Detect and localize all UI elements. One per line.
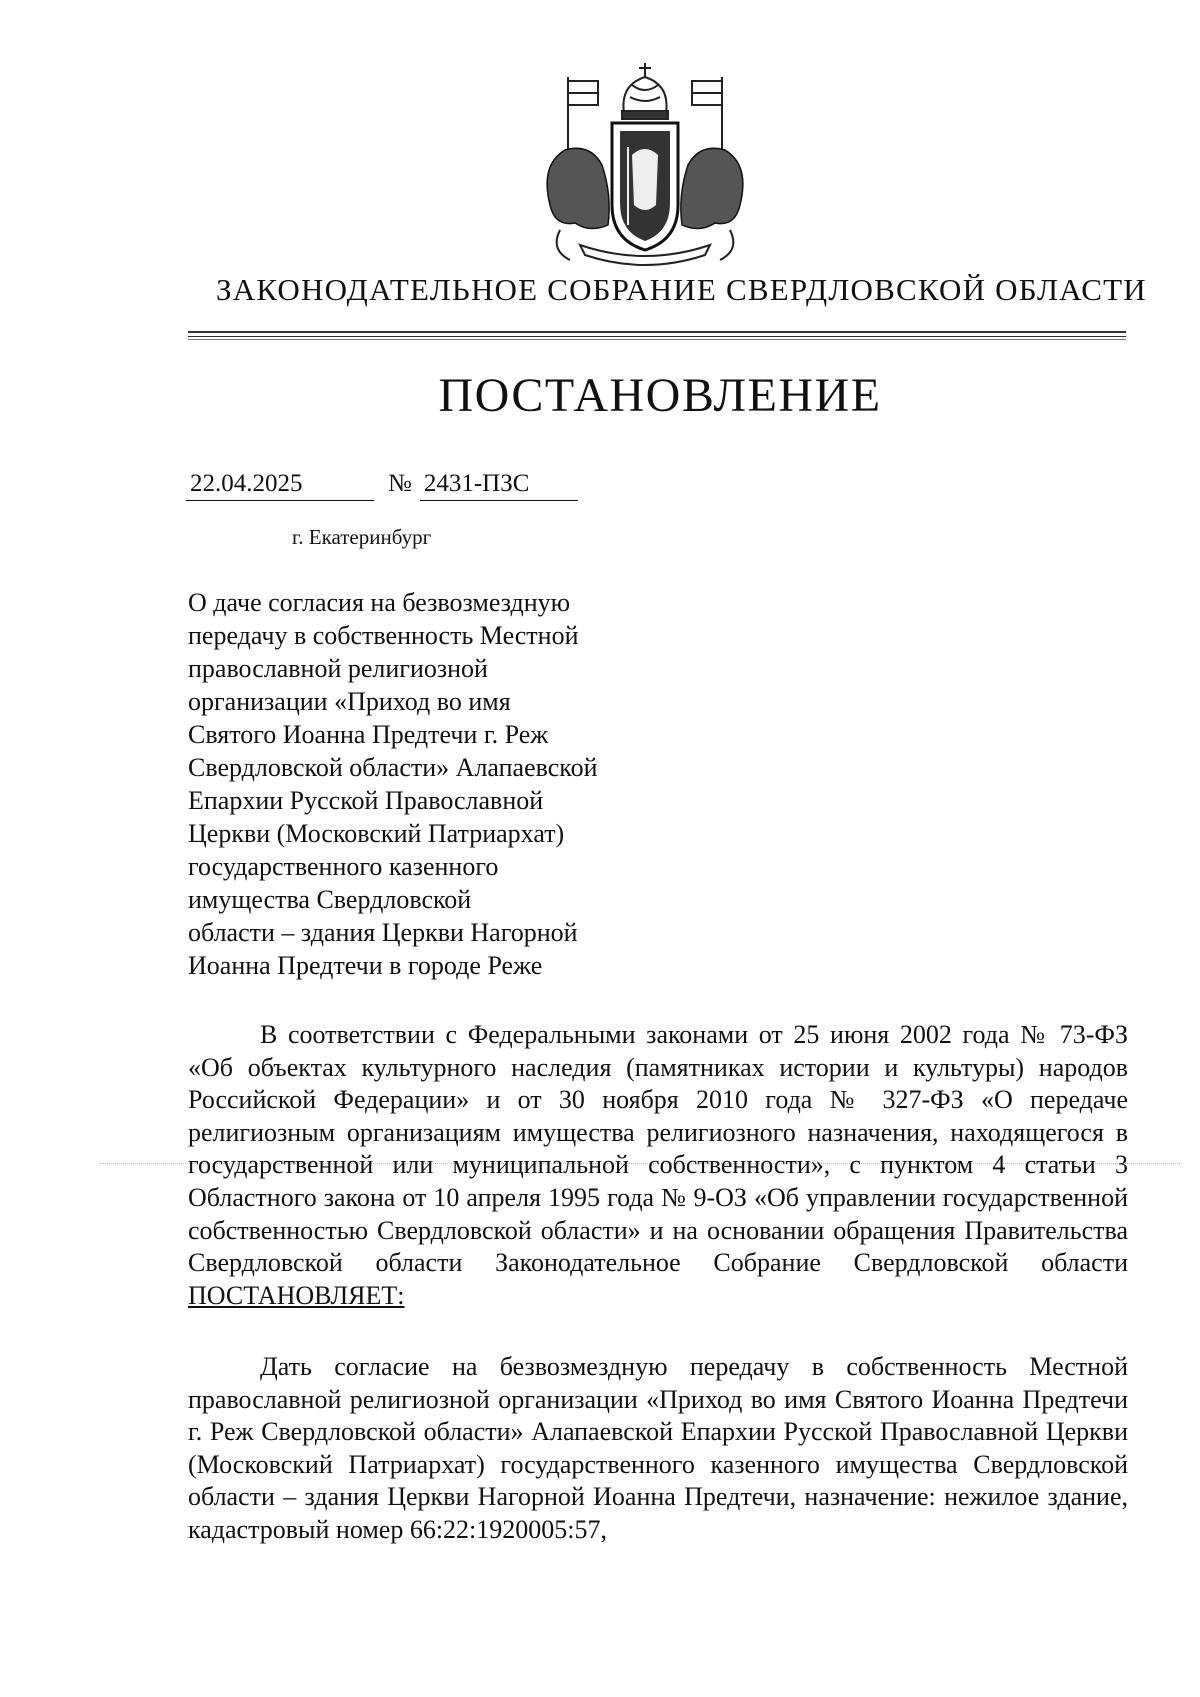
header-divider: [188, 339, 1126, 340]
document-type-title: ПОСТАНОВЛЕНИЕ: [438, 369, 882, 422]
resolution-paragraph: Дать согласие на безвозмездную передачу в собственность Местной православной религиозной организации «Приход во имя Святого Иоанна Предтечи г. Реж Свердловской области» Алапаевской Епархии Русской Православной Церкви (Московский Патриархат) государственного казенного имущества Свердловской области – здания Церкви Нагорной Иоанна Предтечи, назначение: нежилое здание, кадастровый номер 66:22:1920005:57,: [188, 1352, 1128, 1544]
subject-line: О даче согласия на безвозмездную: [188, 588, 571, 617]
number-label: №: [388, 470, 412, 497]
document-number: 2431-ПЗС: [420, 470, 578, 501]
subject-line: передачу в собственность Местной: [188, 621, 579, 650]
subject-line: области – здания Церкви Нагорной: [188, 918, 578, 947]
subject-line: Церкви (Московский Патриархат): [188, 819, 565, 848]
subject-line: православной религиозной: [188, 654, 488, 683]
subject-line: Святого Иоанна Предтечи г. Реж: [188, 720, 549, 749]
subject-line: Свердловской области» Алапаевской: [188, 753, 598, 782]
document-subject: [188, 586, 668, 982]
document-city: г. Екатеринбург: [292, 525, 432, 549]
organization-name: ЗАКОНОДАТЕЛЬНОЕ СОБРАНИЕ СВЕРДЛОВСКОЙ ОБЛАСТИ: [216, 272, 1147, 307]
document-date: 22.04.2025: [186, 470, 374, 501]
subject-line: Епархии Русской Православной: [188, 786, 544, 815]
preamble-text: В соответствии с Федеральными законами от 25 июня 2002 года № 73-ФЗ «Об объектах культурного наследия (памятниках истории и культуры) народов Российской Федерации» и от 30 ноября 2010 года № 327-ФЗ «О передаче религиозным организациям имущества религиозного назначения, находящегося в государственной или муниципальной собственности», с пунктом 4 статьи 3 Областного закона от 10 апреля 1995 года № 9-ОЗ «Об управлении государственной собственностью Свердловской области» и на основании обращения Правительства Свердловской области Законодательное Собрание Свердловской области: [188, 1020, 1128, 1278]
header-divider: [188, 331, 1126, 333]
header-divider: [188, 336, 1126, 337]
resolves-keyword: ПОСТАНОВЛЯЕТ:: [188, 1280, 405, 1310]
subject-line: Иоанна Предтечи в городе Реже: [188, 951, 543, 980]
preamble-paragraph: [188, 1019, 1128, 1312]
subject-line: организации «Приход во имя: [188, 687, 511, 716]
coat-of-arms-emblem: [520, 55, 770, 275]
subject-line: государственного казенного: [188, 852, 499, 881]
date-number-line: [186, 470, 578, 501]
subject-line: имущества Свердловской: [188, 885, 472, 914]
